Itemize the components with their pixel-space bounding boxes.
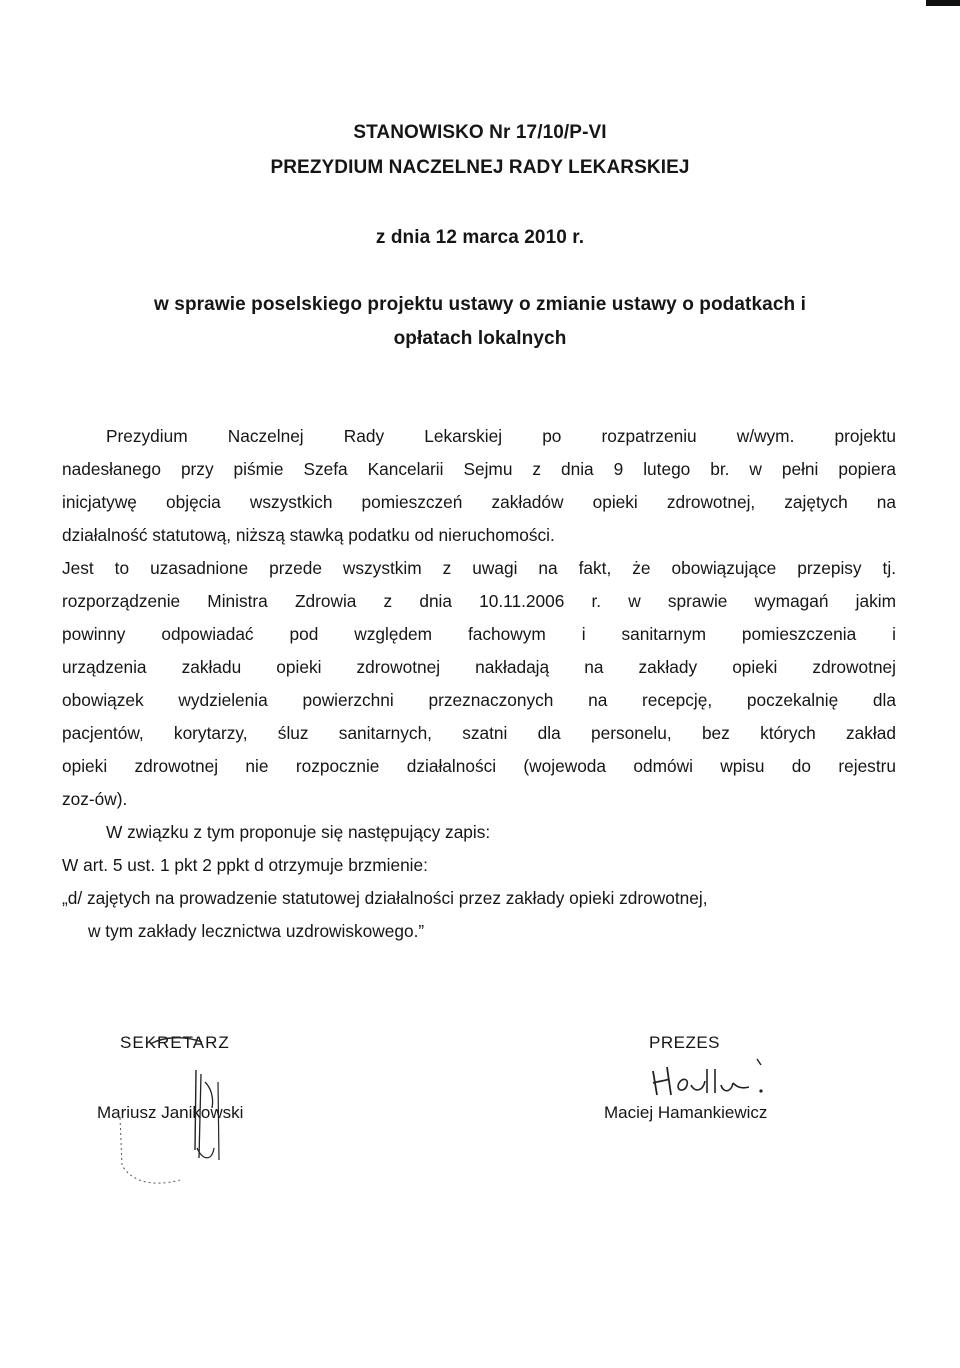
document-number: STANOWISKO Nr 17/10/P-VI xyxy=(353,122,607,143)
body-line: działalność statutową, niższą stawką podatku od nieruchomości. xyxy=(62,525,555,545)
document-body xyxy=(62,420,896,948)
issuing-body: PREZYDIUM NACZELNEJ RADY LEKARSKIEJ xyxy=(270,157,690,178)
body-line: Prezydium Naczelnej Rady Lekarskiej po rozpatrzeniu w/wym. projektu xyxy=(106,426,896,446)
body-line: inicjatywę objęcia wszystkich pomieszczeń zakładów opieki zdrowotnej, zajętych na xyxy=(62,492,896,512)
document-date: z dnia 12 marca 2010 r. xyxy=(375,227,585,248)
body-line: obowiązek wydzielenia powierzchni przeznaczonych na recepcję, poczekalnię dla xyxy=(62,690,896,710)
body-line: W art. 5 ust. 1 pkt 2 ppkt d otrzymuje brzmienie: xyxy=(62,855,428,875)
body-line: pacjentów, korytarzy, śluz sanitarnych, szatni dla personelu, bez których zakład xyxy=(62,723,896,743)
body-line: opieki zdrowotnej nie rozpocznie działalności (wojewoda odmówi wpisu do rejestru xyxy=(62,756,896,776)
secretary-signature xyxy=(110,1030,270,1190)
body-line: Jest to uzasadnione przede wszystkim z uwagi na fakt, że obowiązujące przepisy tj. xyxy=(62,558,896,578)
body-line: powinny odpowiadać pod względem fachowym i sanitarnym pomieszczenia i xyxy=(62,624,896,644)
president-name: Maciej Hamankiewicz xyxy=(604,1103,768,1122)
secretary-name: Mariusz Janikowski xyxy=(97,1103,244,1122)
secretary-title: SEKRETARZ xyxy=(120,1033,230,1052)
subject-line-1: w sprawie poselskiego projektu ustawy o zmianie ustawy o podatkach i xyxy=(154,294,806,315)
body-line: nadesłanego przy piśmie Szefa Kancelarii Sejmu z dnia 9 lutego br. w pełni popiera xyxy=(62,459,896,479)
body-line: urządzenia zakładu opieki zdrowotnej nakładają na zakłady opieki zdrowotnej xyxy=(62,657,896,677)
subject-line-2: opłatach lokalnych xyxy=(393,328,567,349)
body-line: rozporządzenie Ministra Zdrowia z dnia 10.11.2006 r. w sprawie wymagań jakim xyxy=(62,591,896,611)
president-signature xyxy=(645,1055,795,1105)
body-line: w tym zakłady lecznictwa uzdrowiskowego.” xyxy=(88,921,425,941)
president-title: PREZES xyxy=(649,1033,721,1052)
scan-edge-mark xyxy=(926,0,960,6)
body-line: zoz-ów). xyxy=(62,789,128,809)
body-line: W związku z tym proponuje się następujący zapis: xyxy=(106,822,491,842)
body-line: „d/ zajętych na prowadzenie statutowej działalności przez zakłady opieki zdrowotnej, xyxy=(62,888,708,908)
